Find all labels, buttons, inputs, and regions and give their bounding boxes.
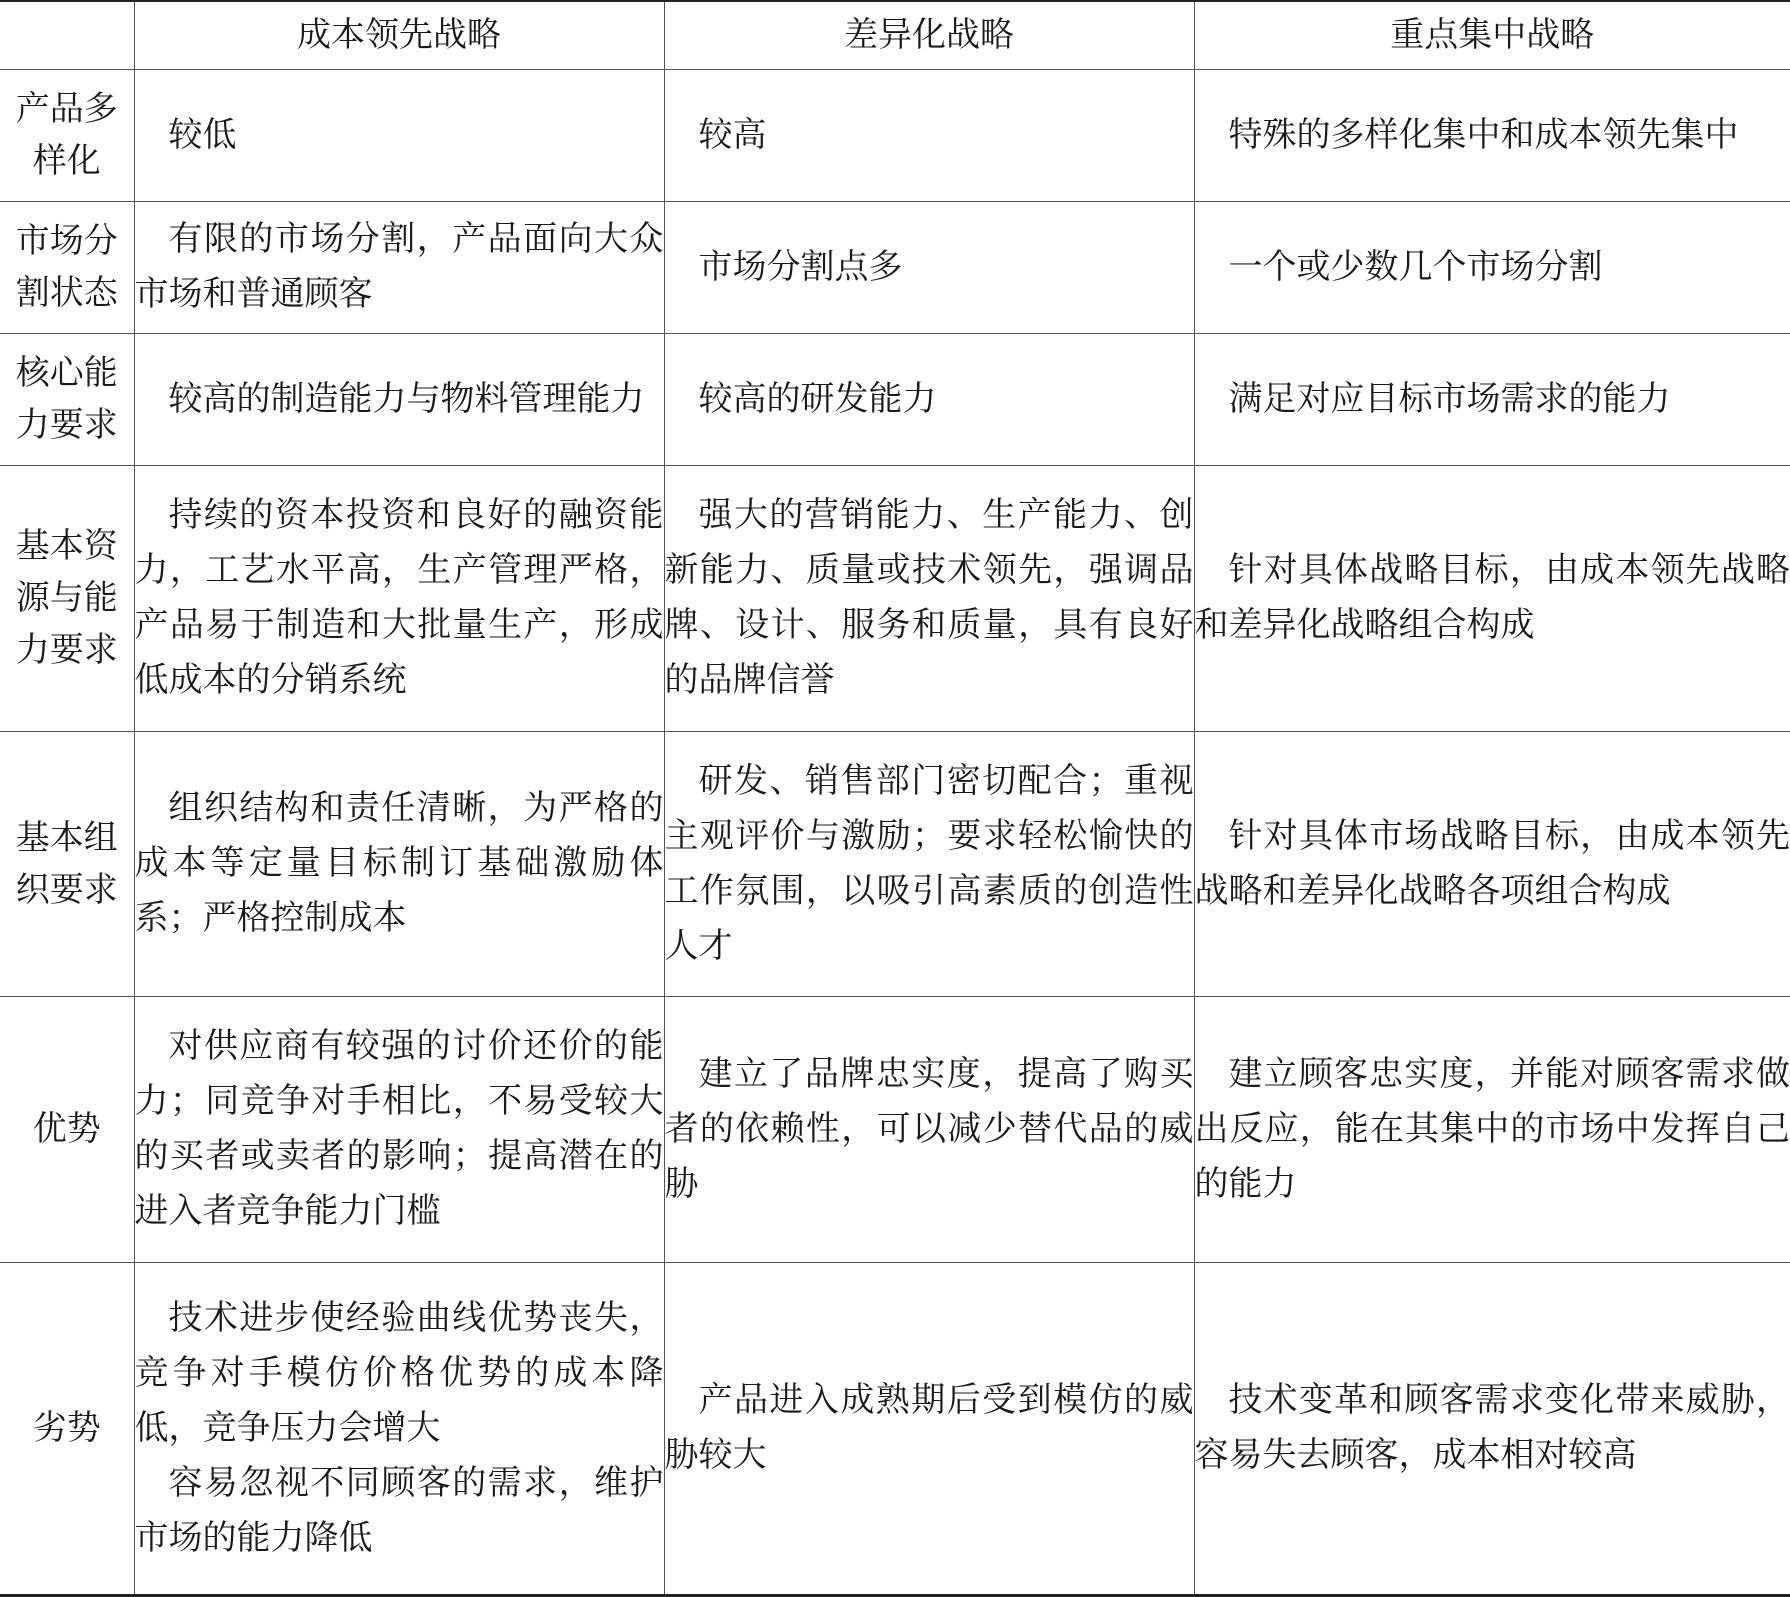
table-cell: 针对具体战略目标，由成本领先战略和差异化战略组合构成 [1194, 465, 1790, 731]
table-cell: 针对具体市场战略目标，由成本领先战略和差异化战略各项组合构成 [1194, 731, 1790, 996]
table-row [0, 465, 1790, 731]
table-cell: 持续的资本投资和良好的融资能力，工艺水平高，生产管理严格，产品易于制造和大批量生产，形成低成本的分销系统 [134, 465, 664, 731]
table-cell: 产品进入成熟期后受到模仿的威胁较大 [664, 1262, 1194, 1595]
table-cell: 建立了品牌忠实度，提高了购买者的依赖性，可以减少替代品的威胁 [664, 996, 1194, 1262]
table-cell: 强大的营销能力、生产能力、创新能力、质量或技术领先，强调品牌、设计、服务和质量，具有良好的品牌信誉 [664, 465, 1194, 731]
row-label: 核心能力要求 [0, 333, 134, 465]
row-label: 市场分割状态 [0, 201, 134, 333]
row-label: 基本资源与能力要求 [0, 465, 134, 731]
table-cell: 较低 [134, 69, 664, 201]
table-cell: 组织结构和责任清晰，为严格的成本等定量目标制订基础激励体系；严格控制成本 [134, 731, 664, 996]
table-cell: 市场分割点多 [664, 201, 1194, 333]
cell-paragraph: 技术进步使经验曲线优势丧失，竞争对手模仿价格优势的成本降低，竞争压力会增大 [134, 1297, 664, 1448]
header-differentiation: 差异化战略 [664, 1, 1194, 69]
table-row [0, 333, 1790, 465]
header-corner [0, 1, 134, 69]
table-cell [134, 1262, 664, 1595]
table-cell: 建立顾客忠实度，并能对顾客需求做出反应，能在其集中的市场中发挥自己的能力 [1194, 996, 1790, 1262]
header-cost-leadership: 成本领先战略 [134, 1, 664, 69]
table-cell: 满足对应目标市场需求的能力 [1194, 333, 1790, 465]
row-label: 基本组织要求 [0, 731, 134, 996]
header-focus: 重点集中战略 [1194, 1, 1790, 69]
table-row [0, 201, 1790, 333]
cell-paragraph: 容易忽视不同顾客的需求，维护市场的能力降低 [134, 1462, 664, 1558]
table-cell: 技术变革和顾客需求变化带来威胁，容易失去顾客，成本相对较高 [1194, 1262, 1790, 1595]
table-row [0, 996, 1790, 1262]
table-row [0, 69, 1790, 201]
table-row [0, 731, 1790, 996]
table-cell: 特殊的多样化集中和成本领先集中 [1194, 69, 1790, 201]
table-cell: 较高 [664, 69, 1194, 201]
row-label: 产品多样化 [0, 69, 134, 201]
table-cell: 较高的研发能力 [664, 333, 1194, 465]
table-header-row [0, 1, 1790, 69]
row-label: 优势 [0, 996, 134, 1262]
table-cell: 研发、销售部门密切配合；重视主观评价与激励；要求轻松愉快的工作氛围，以吸引高素质的创造性人才 [664, 731, 1194, 996]
table-cell: 有限的市场分割，产品面向大众市场和普通顾客 [134, 201, 664, 333]
table-cell: 一个或少数几个市场分割 [1194, 201, 1790, 333]
table-row [0, 1262, 1790, 1595]
row-label: 劣势 [0, 1262, 134, 1595]
table-cell: 较高的制造能力与物料管理能力 [134, 333, 664, 465]
table-cell: 对供应商有较强的讨价还价的能力；同竞争对手相比，不易受较大的买者或卖者的影响；提高潜在的进入者竞争能力门槛 [134, 996, 664, 1262]
